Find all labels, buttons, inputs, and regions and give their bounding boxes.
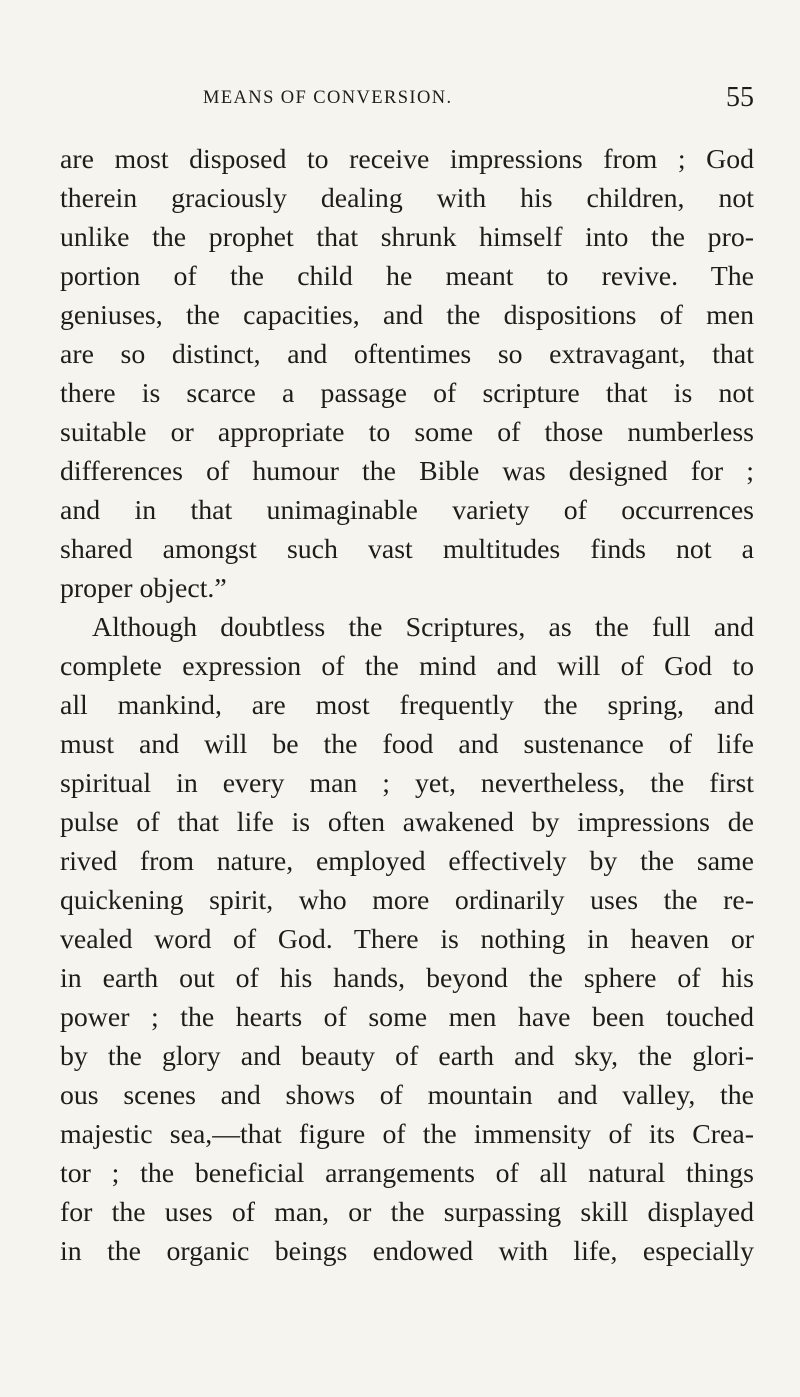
- text-line: majestic sea,—that figure of the immensity of its Crea-: [60, 1119, 754, 1150]
- text-line: in earth out of his hands, beyond the sphere of his: [60, 963, 754, 994]
- paragraph-end-line: proper object.”: [60, 573, 227, 604]
- running-title: MEANS OF CONVERSION.: [203, 88, 453, 108]
- text-line: must and will be the food and sustenance of life: [60, 729, 754, 760]
- body-text: [60, 140, 754, 1271]
- page-number: 55: [726, 82, 754, 113]
- text-line: for the uses of man, or the surpassing skill displayed: [60, 1197, 754, 1228]
- text-line: complete expression of the mind and will of God to: [60, 651, 754, 682]
- text-line: unlike the prophet that shrunk himself into the pro-: [60, 222, 754, 253]
- text-line: by the glory and beauty of earth and sky, the glori-: [60, 1041, 754, 1072]
- text-line: are so distinct, and oftentimes so extravagant, that: [60, 339, 754, 370]
- text-line: rived from nature, employed effectively by the same: [60, 846, 754, 877]
- text-line: are most disposed to receive impressions from ; God: [60, 144, 754, 175]
- text-line: therein graciously dealing with his children, not: [60, 183, 754, 214]
- page-header: [60, 82, 760, 122]
- text-line: ous scenes and shows of mountain and valley, the: [60, 1080, 754, 1111]
- text-line: all mankind, are most frequently the spring, and: [60, 690, 754, 721]
- paragraph-start-line: Although doubtless the Scriptures, as the full and: [92, 612, 754, 643]
- text-line: spiritual in every man ; yet, nevertheless, the first: [60, 768, 754, 799]
- text-line: portion of the child he meant to revive. The: [60, 261, 754, 292]
- text-line: vealed word of God. There is nothing in heaven or: [60, 924, 754, 955]
- text-line: pulse of that life is often awakened by impressions de: [60, 807, 754, 838]
- text-line: and in that unimaginable variety of occurrences: [60, 495, 754, 526]
- text-line: quickening spirit, who more ordinarily uses the re-: [60, 885, 754, 916]
- text-line: shared amongst such vast multitudes finds not a: [60, 534, 754, 565]
- text-line: power ; the hearts of some men have been touched: [60, 1002, 754, 1033]
- text-line: there is scarce a passage of scripture that is not: [60, 378, 754, 409]
- text-line: tor ; the beneficial arrangements of all natural things: [60, 1158, 754, 1189]
- text-line: in the organic beings endowed with life, especially: [60, 1236, 754, 1267]
- text-line: differences of humour the Bible was designed for ;: [60, 456, 754, 487]
- text-line: geniuses, the capacities, and the dispositions of men: [60, 300, 754, 331]
- text-line: suitable or appropriate to some of those numberless: [60, 417, 754, 448]
